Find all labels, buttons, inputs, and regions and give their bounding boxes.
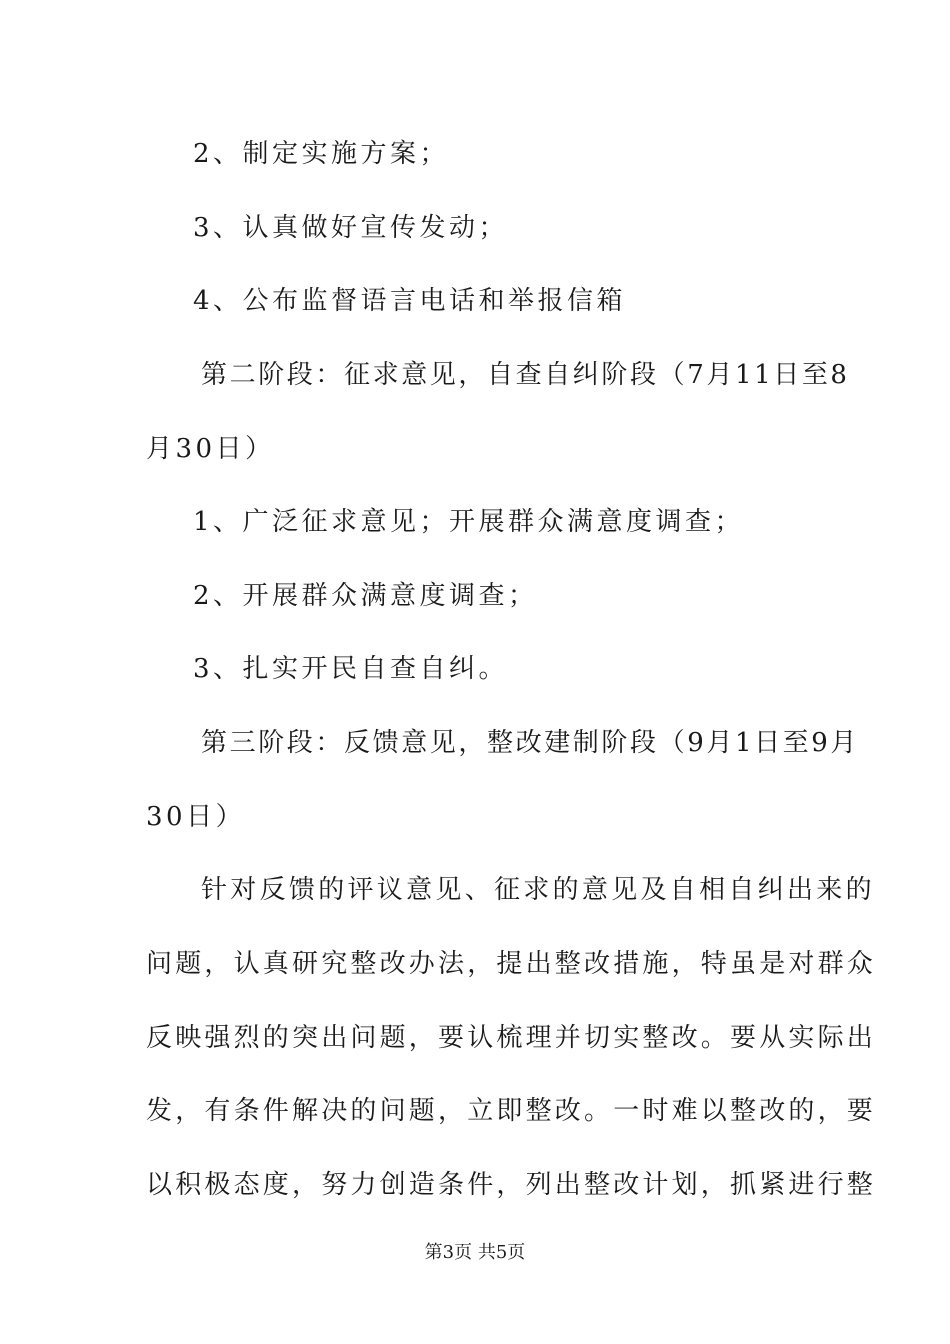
text-line-8: 3、扎实开民自查自纠。 <box>193 654 509 684</box>
section-heading-3: 第三阶段：反馈意见，整改建制阶段（9月1日至9月 <box>201 728 860 758</box>
text-line-5: 月30日） <box>146 434 275 464</box>
text-line-7: 2、开展群众满意度调查； <box>193 581 538 611</box>
page-number-footer: 第3页 共5页 <box>424 1242 526 1263</box>
paragraph-line-3: 反映强烈的突出问题，要认梳理并切实整改。要从实际出 <box>146 1023 877 1053</box>
text-line-6: 1、广泛征求意见；开展群众满意度调查； <box>193 507 745 537</box>
text-line-1: 2、制定实施方案； <box>193 139 450 169</box>
paragraph-line-2: 问题，认真研究整改办法，提出整改措施，特虽是对群众 <box>146 949 877 979</box>
section-heading-2: 第二阶段：征求意见，自查自纠阶段（7月11日至8 <box>201 360 850 390</box>
paragraph-line-4: 发，有条件解决的问题，立即整改。一时难以整改的，要 <box>146 1096 877 1126</box>
paragraph-line-1: 针对反馈的评议意见、征求的意见及自相自纠出来的 <box>201 875 875 905</box>
text-line-10: 30日） <box>146 802 246 832</box>
paragraph-line-5: 以积极态度，努力创造条件，列出整改计划，抓紧进行整 <box>146 1170 877 1200</box>
text-line-2: 3、认真做好宣传发动； <box>193 213 509 243</box>
text-line-3: 4、公布监督语言电话和举报信箱 <box>193 286 627 316</box>
